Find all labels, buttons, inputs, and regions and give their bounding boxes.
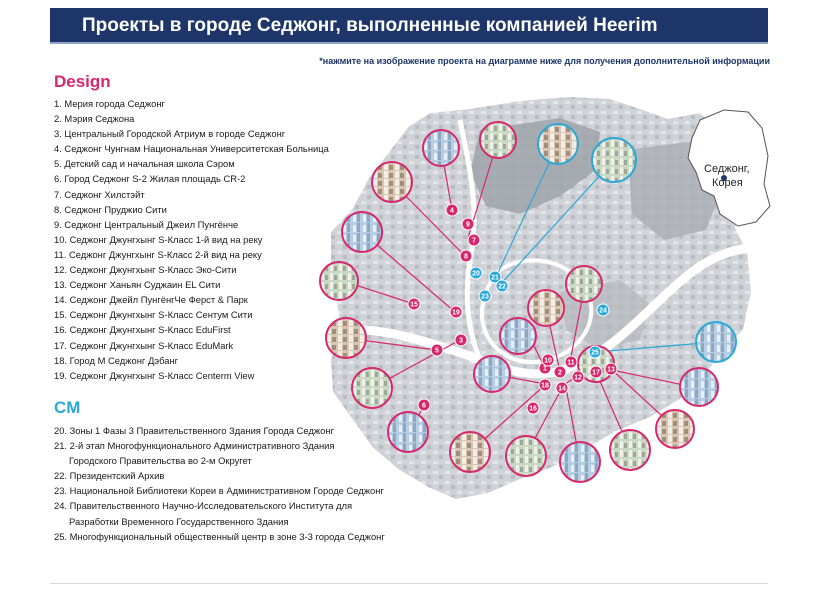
design-item-5[interactable]: 5. Детский сад и начальная школа Сэром: [54, 158, 235, 170]
design-item-15[interactable]: 15. Седжонг Джунгхынг S-Класс Сентум Сити: [54, 309, 253, 321]
project-thumbnail-22[interactable]: [592, 138, 636, 182]
project-thumbnail-2[interactable]: [500, 318, 536, 354]
project-thumbnail-8[interactable]: [372, 162, 412, 202]
project-thumbnail-18[interactable]: [474, 356, 510, 392]
design-item-13[interactable]: 13. Седжонг Ханьян Суджаин EL Сити: [54, 279, 221, 291]
map-marker-15[interactable]: [408, 298, 420, 310]
design-item-19[interactable]: 19. Седжонг Джунгхынг S-Класс Centerm View: [54, 369, 255, 381]
map-marker-13[interactable]: [605, 363, 617, 375]
page-title-banner: [50, 8, 768, 44]
svg-text:9: 9: [466, 221, 470, 229]
svg-text:19: 19: [452, 309, 460, 317]
project-thumbnail-1[interactable]: [528, 290, 564, 326]
design-item-12[interactable]: 12. Седжонг Джунгхынг S-Класс Эко-Сити: [54, 264, 237, 276]
map-marker-19[interactable]: [450, 306, 462, 318]
svg-text:14: 14: [558, 385, 566, 393]
map-marker-18[interactable]: [539, 379, 551, 391]
project-thumbnail-25[interactable]: [696, 322, 736, 362]
project-thumbnail-9[interactable]: [342, 212, 382, 252]
design-item-4[interactable]: 4. Седжонг Чунгнам Национальная Университетская Больница: [54, 143, 329, 155]
design-item-6[interactable]: 6. Город Седжонг S-2 Жилая площадь CR-2: [54, 173, 246, 185]
map-marker-20[interactable]: [470, 267, 482, 279]
cm-item-25[interactable]: 25. Многофункциональный общественный центр в зоне 3-3 города Седжонг: [54, 530, 385, 542]
inset-label-country: Корея: [712, 177, 743, 189]
instruction-note: *нажмите на изображение проекта на диаграмме ниже для получения дополнительной информации: [319, 56, 770, 66]
project-thumbnail-17[interactable]: [680, 368, 718, 406]
design-item-1[interactable]: 1. Мерия города Седжонг: [54, 98, 165, 109]
cm-item-24-cont[interactable]: Разработки Временного Государственного Здания: [69, 515, 289, 527]
svg-text:25: 25: [591, 349, 599, 357]
project-thumbnail-12[interactable]: [610, 430, 650, 470]
map-marker-2[interactable]: [554, 366, 566, 378]
map-marker-12[interactable]: [572, 371, 584, 383]
svg-text:6: 6: [422, 402, 426, 410]
project-thumbnail-15[interactable]: [320, 262, 358, 300]
svg-text:18: 18: [541, 382, 549, 390]
map-marker-7[interactable]: [468, 234, 480, 246]
svg-text:13: 13: [607, 366, 615, 374]
svg-text:7: 7: [472, 237, 476, 245]
design-item-10[interactable]: 10. Седжонг Джунгхынг S-Класс 1-й вид на реку: [54, 233, 263, 245]
svg-text:15: 15: [410, 301, 418, 309]
map-marker-8[interactable]: [460, 250, 472, 262]
map-marker-3[interactable]: [455, 334, 467, 346]
design-item-17[interactable]: 17. Седжонг Джунгхынг S-Класс EduMark: [54, 339, 234, 351]
cm-item-22[interactable]: 22. Президентский Архив: [54, 470, 165, 482]
project-thumbnail-5[interactable]: [352, 368, 392, 408]
inset-label-city: Седжонг,: [704, 163, 750, 175]
svg-text:22: 22: [498, 283, 506, 291]
design-item-18[interactable]: 18. Город М Седжонг Дэбанг: [54, 354, 179, 366]
project-thumbnail-13[interactable]: [656, 410, 694, 448]
footer-divider: [50, 583, 768, 584]
map-marker-4[interactable]: [446, 204, 458, 216]
map-marker-22[interactable]: [496, 280, 508, 292]
cm-item-21[interactable]: 21. 2-й этап Многофункционального Административного Здания: [54, 440, 335, 452]
map-marker-10[interactable]: [542, 354, 554, 366]
cm-item-24[interactable]: 24. Правительственного Научно-Исследовательского Института для: [54, 500, 353, 512]
cm-item-20[interactable]: 20. Зоны 1 Фазы 3 Правительственного Здания Города Седжонг: [54, 425, 334, 436]
svg-text:5: 5: [435, 347, 439, 355]
map-marker-5[interactable]: [431, 344, 443, 356]
design-item-16[interactable]: 16. Седжонг Джунгхынг S-Класс EduFirst: [54, 324, 231, 336]
map-marker-23[interactable]: [479, 290, 491, 302]
svg-text:2: 2: [558, 369, 562, 377]
project-thumbnail-16[interactable]: [450, 432, 490, 472]
design-item-2[interactable]: 2. Мэрия Седжона: [54, 113, 135, 125]
map-marker-16[interactable]: [527, 402, 539, 414]
project-thumbnail-14[interactable]: [506, 436, 546, 476]
design-item-3[interactable]: 3. Центральный Городской Атриум в городе Седжонг: [54, 128, 286, 140]
svg-text:20: 20: [472, 270, 480, 278]
svg-text:11: 11: [567, 359, 575, 367]
svg-text:23: 23: [481, 293, 489, 301]
svg-text:10: 10: [544, 357, 552, 365]
svg-text:21: 21: [491, 274, 499, 282]
project-thumbnail-7[interactable]: [480, 122, 516, 158]
svg-text:4: 4: [450, 207, 454, 215]
project-thumbnail-21[interactable]: [538, 124, 578, 164]
design-item-11[interactable]: 11. Седжонг Джунгхынг S-Класс 2-й вид на реку: [54, 248, 262, 260]
map-marker-9[interactable]: [462, 218, 474, 230]
design-item-9[interactable]: 9. Седжонг Центральный Джеил Пунгёнче: [54, 218, 239, 230]
design-item-7[interactable]: 7. Седжонг Хилстэйт: [54, 188, 145, 200]
svg-text:12: 12: [574, 374, 582, 382]
map-marker-25[interactable]: [589, 346, 601, 358]
svg-text:1: 1: [543, 365, 547, 373]
map-marker-14[interactable]: [556, 382, 568, 394]
map-marker-6[interactable]: [418, 399, 430, 411]
map-marker-11[interactable]: [565, 356, 577, 368]
project-thumbnail-19[interactable]: [326, 318, 366, 358]
svg-text:16: 16: [529, 405, 537, 413]
svg-text:3: 3: [459, 337, 463, 345]
project-thumbnail-10[interactable]: [560, 442, 600, 482]
cm-item-21-cont[interactable]: Городского Правительства во 2-м Округет: [69, 455, 252, 467]
sejong-project-map: [270, 72, 818, 572]
project-thumbnail-6[interactable]: [388, 412, 428, 452]
svg-text:17: 17: [592, 369, 600, 377]
svg-text:24: 24: [599, 307, 607, 315]
map-marker-24[interactable]: [597, 304, 609, 316]
design-item-14[interactable]: 14. Седжонг Джейл ПунгёнгЧе Ферст & Парк: [54, 294, 248, 306]
cm-section-title: CM: [54, 398, 81, 417]
page-title: Проекты в городе Седжонг, выполненные компанией Heerim: [82, 15, 658, 36]
project-thumbnail-11[interactable]: [566, 266, 602, 302]
cm-item-23[interactable]: 23. Национальной Библиотеки Кореи в Административном Городе Седжонг: [54, 485, 384, 497]
design-item-8[interactable]: 8. Седжонг Пруджио Сити: [54, 203, 167, 215]
svg-text:8: 8: [464, 253, 468, 261]
project-thumbnail-3[interactable]: [423, 130, 459, 166]
map-marker-17[interactable]: [590, 366, 602, 378]
design-section-title: Design: [54, 72, 111, 91]
